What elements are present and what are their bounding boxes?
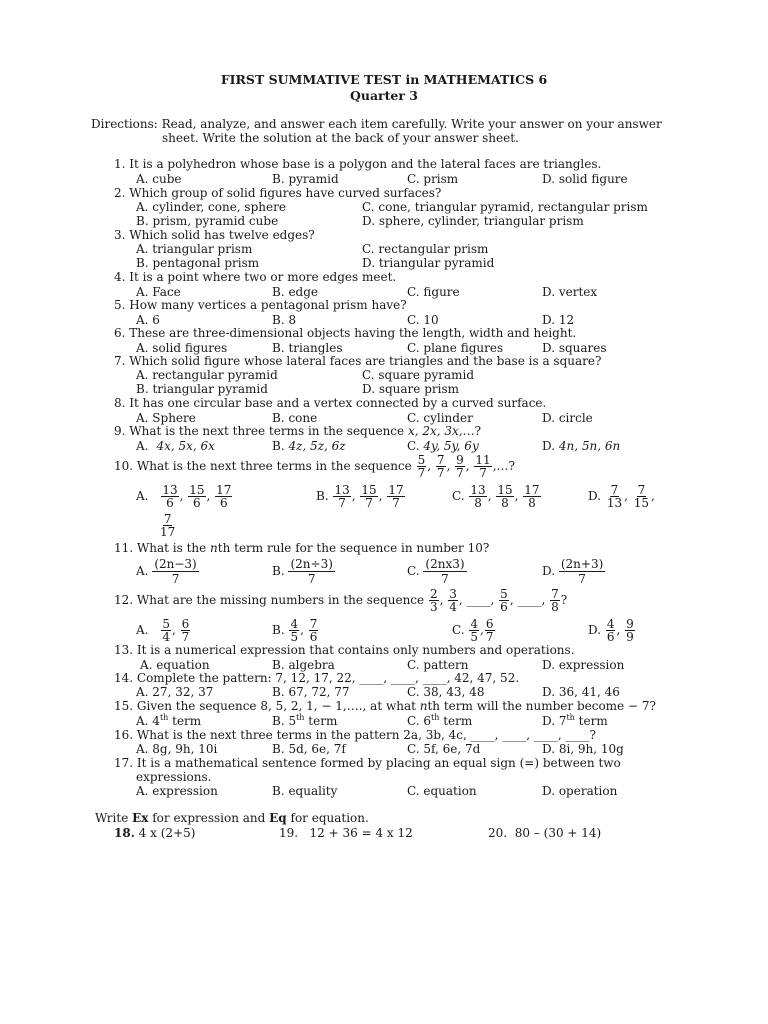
question-10-option-a-cont: $\frac{7}{17}$: [160, 512, 176, 539]
question-14-option-b: B. 67, 72, 77: [272, 685, 350, 699]
question-16-stem: 16. What is the next three terms in the pattern 2a, 3b, 4c, ____, ____, ____, ____?: [114, 728, 596, 742]
question-15-option-b: B. 5th term: [272, 713, 338, 728]
question-20: 20. 80 – (30 + 14): [488, 826, 602, 840]
question-16-option-d: D. 8i, 9h, 10g: [542, 742, 624, 756]
question-2-option-b: B. prism, pyramid cube: [136, 214, 279, 228]
question-9-option-a: A. 4x, 5x, 6x: [136, 439, 215, 453]
question-7-stem: 7. Which solid figure whose lateral faces are triangles and the base is a square?: [114, 354, 602, 368]
question-7-option-d: D. square prism: [362, 382, 459, 396]
page-title: FIRST SUMMATIVE TEST in MATHEMATICS 6: [220, 72, 548, 87]
question-11-option-d: D. $\frac{(2n+3)}{7}$: [542, 557, 604, 586]
question-11-option-a: A. $\frac{(2n-3)}{7}$: [136, 557, 197, 586]
question-1-option-c: C. prism: [407, 172, 459, 186]
question-14-option-c: C. 38, 43, 48: [407, 685, 485, 699]
question-19: 19. 12 + 36 = 4 x 12: [279, 826, 413, 840]
question-2-option-a: A. cylinder, cone, sphere: [136, 200, 286, 214]
directions-line-2: sheet. Write the solution at the back of your answer sheet.: [162, 131, 519, 145]
question-5-option-a: A. 6: [136, 313, 160, 327]
question-13-option-d: D. expression: [542, 658, 625, 672]
question-11-stem: 11. What is the nth term rule for the sequence in number 10?: [114, 541, 490, 555]
q10-seq-1: $\frac{5}{7}$: [417, 453, 426, 480]
question-10-option-a: A. $\frac{13}{6}$ , $\frac{15}{6}$ , $\frac{17}{6}$: [136, 483, 232, 510]
question-18: 18. 4 x (2+5): [114, 826, 196, 840]
question-2-option-c: C. cone, triangular pyramid, rectangular prism: [362, 200, 648, 214]
question-15-option-a: A. 4th term: [136, 713, 202, 728]
question-5-option-b: B. 8: [272, 313, 297, 327]
question-12-option-c: C. $\frac{4}{5}$ , $\frac{6}{7}$: [452, 617, 494, 644]
question-1-option-b: B. pyramid: [272, 172, 339, 186]
q10-seq-4: $\frac{11}{7}$: [475, 453, 491, 480]
question-12-option-b: B. $\frac{4}{5}$ , $\frac{7}{6}$: [272, 617, 318, 644]
question-10-option-b: B. $\frac{13}{7}$ , $\frac{15}{7}$ , $\frac{17}{7}$: [316, 483, 404, 510]
question-16-option-b: B. 5d, 6e, 7f: [272, 742, 346, 756]
question-16-option-a: A. 8g, 9h, 10i: [136, 742, 218, 756]
question-17-stem-line-2: expressions.: [136, 770, 212, 784]
question-3-option-d: D. triangular pyramid: [362, 256, 495, 270]
question-8-option-a: A. Sphere: [136, 411, 196, 425]
question-1-stem: 1. It is a polyhedron whose base is a polygon and the lateral faces are triangles.: [114, 157, 602, 171]
question-3-option-c: C. rectangular prism: [362, 242, 489, 256]
page-subtitle: Quarter 3: [349, 88, 419, 103]
question-4-stem: 4. It is a point where two or more edges meet.: [114, 270, 397, 284]
question-10-option-d: D. $\frac{7}{13}$ , $\frac{7}{15}$ ,: [588, 483, 655, 510]
question-3-option-b: B. pentagonal prism: [136, 256, 260, 270]
question-12-option-d: D. $\frac{4}{6}$ , $\frac{9}{9}$: [588, 617, 634, 644]
question-14-option-a: A. 27, 32, 37: [136, 685, 214, 699]
question-13-option-a: A. equation: [140, 658, 210, 672]
q10-seq-3: $\frac{9}{7}$: [456, 453, 464, 480]
question-7-option-a: A. rectangular pyramid: [136, 368, 278, 382]
q10-seq-2: $\frac{7}{7}$: [436, 453, 445, 480]
question-8-stem: 8. It has one circular base and a vertex connected by a curved surface.: [114, 396, 547, 410]
question-9-option-b: B. 4z, 5z, 6z: [272, 439, 346, 453]
question-1-option-d: D. solid figure: [542, 172, 628, 186]
question-6-option-b: B. triangles: [272, 341, 343, 355]
question-4-option-a: A. Face: [136, 285, 181, 299]
question-4-option-c: C. figure: [407, 285, 460, 299]
write-instruction: Write Ex for expression and Eq for equation.: [95, 811, 369, 825]
question-15-stem: 15. Given the sequence 8, 5, 2, 1, − 1,…., at what nth term will the number become − 7?: [114, 699, 656, 713]
question-10-stem: 10. What is the next three terms in the sequence $\frac{5}{7}$ , $\frac{7}{7}$ , $\frac{9}{7}$ , $\frac{11}{7}$ ,…?: [114, 453, 515, 480]
question-13-option-b: B. algebra: [272, 658, 335, 672]
question-17-option-a: A. expression: [136, 784, 218, 798]
question-8-option-c: C. cylinder: [407, 411, 473, 425]
question-5-option-d: D. 12: [542, 313, 575, 327]
question-9-option-d: D. 4n, 5n, 6n: [542, 439, 621, 453]
question-8-option-b: B. cone: [272, 411, 318, 425]
question-15-option-c: C. 6th term: [407, 713, 473, 728]
question-7-option-c: C. square pyramid: [362, 368, 475, 382]
question-12-stem: 12. What are the missing numbers in the sequence $\frac{2}{3}$ , $\frac{3}{4}$ , ____, $\frac{5}{6}$ , ____, $\frac{7}{8}$ ?: [114, 587, 568, 614]
question-4-option-d: D. vertex: [542, 285, 598, 299]
question-13-stem: 13. It is a numerical expression that contains only numbers and operations.: [114, 643, 575, 657]
question-17-option-c: C. equation: [407, 784, 477, 798]
question-6-option-a: A. solid figures: [136, 341, 228, 355]
question-2-option-d: D. sphere, cylinder, triangular prism: [362, 214, 584, 228]
question-9-option-c: C. 4y, 5y, 6y: [407, 439, 479, 453]
question-17-option-d: D. operation: [542, 784, 618, 798]
question-14-stem: 14. Complete the pattern: 7, 12, 17, 22, ____, ____, ____, 42, 47, 52.: [114, 671, 520, 685]
question-14-option-d: D. 36, 41, 46: [542, 685, 620, 699]
question-5-option-c: C. 10: [407, 313, 439, 327]
question-10-option-c: C. $\frac{13}{8}$ , $\frac{15}{8}$ , $\frac{17}{8}$: [452, 483, 540, 510]
question-6-stem: 6. These are three-dimensional objects having the length, width and height.: [114, 326, 577, 340]
question-15-option-d: D. 7th term: [542, 713, 608, 728]
question-17-option-b: B. equality: [272, 784, 338, 798]
question-13-option-c: C. pattern: [407, 658, 469, 672]
question-16-option-c: C. 5f, 6e, 7d: [407, 742, 481, 756]
directions-line-1: Directions: Read, analyze, and answer each item carefully. Write your answer on your answer: [91, 117, 662, 131]
question-6-option-d: D. squares: [542, 341, 607, 355]
question-3-stem: 3. Which solid has twelve edges?: [114, 228, 315, 242]
question-11-option-b: B. $\frac{(2n\div 3)}{7}$: [272, 557, 333, 586]
question-17-stem-line-1: 17. It is a mathematical sentence formed by placing an equal sign (=) between two: [114, 756, 621, 770]
question-6-option-c: C. plane figures: [407, 341, 504, 355]
question-4-option-b: B. edge: [272, 285, 319, 299]
question-9-stem: 9. What is the next three terms in the sequence x, 2x, 3x,…?: [114, 424, 482, 438]
question-1-option-a: A. cube: [136, 172, 182, 186]
question-8-option-d: D. circle: [542, 411, 593, 425]
question-2-stem: 2. Which group of solid figures have curved surfaces?: [114, 186, 442, 200]
question-12-option-a: A. $\frac{5}{4}$ , $\frac{6}{7}$: [136, 617, 190, 644]
question-11-option-c: C. $\frac{(2nx3)}{7}$: [407, 557, 465, 586]
question-3-option-a: A. triangular prism: [136, 242, 253, 256]
question-7-option-b: B. triangular pyramid: [136, 382, 268, 396]
question-5-stem: 5. How many vertices a pentagonal prism have?: [114, 298, 407, 312]
